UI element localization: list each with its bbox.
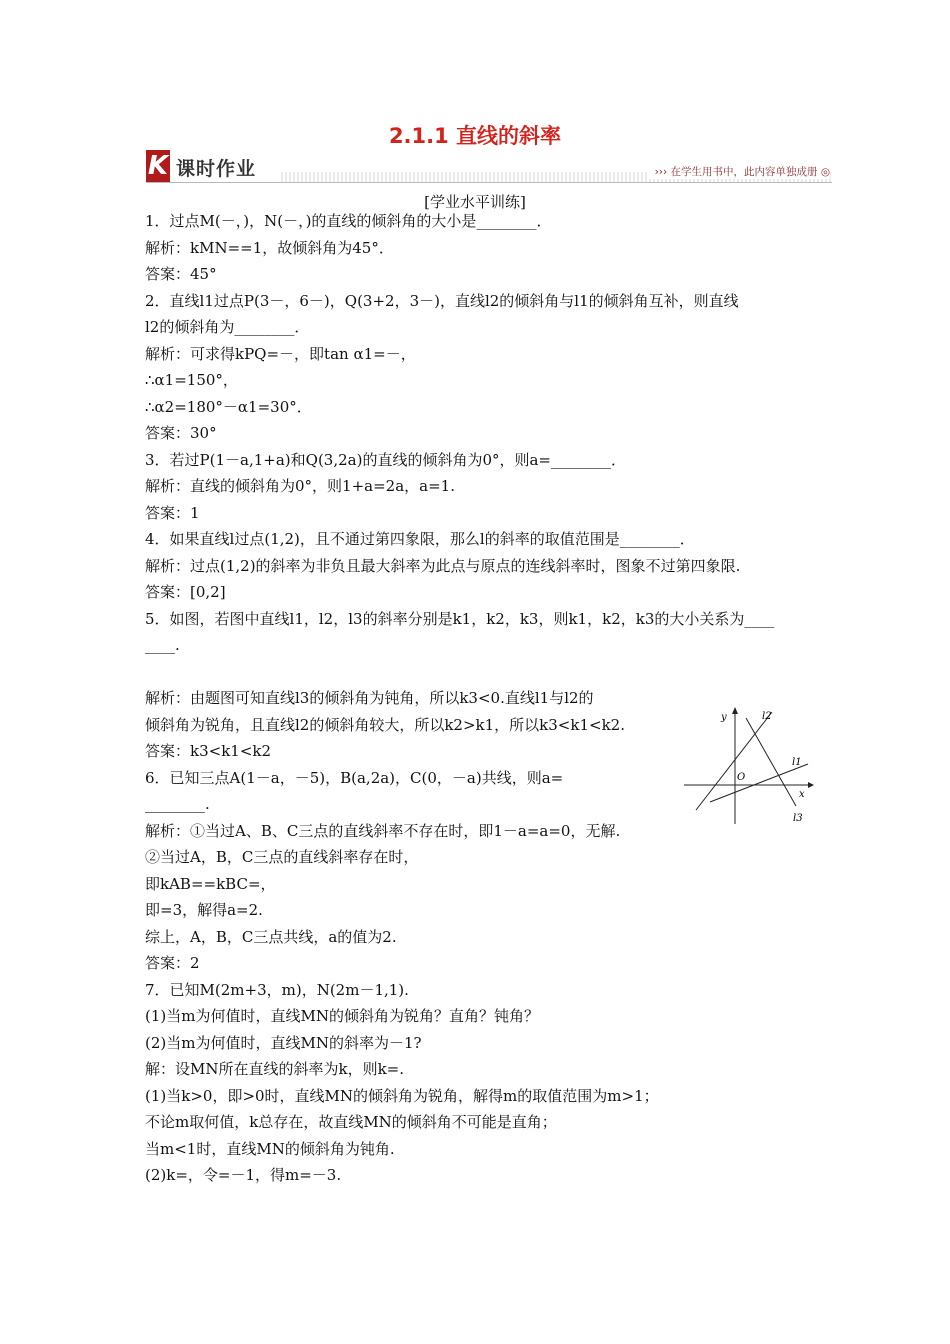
text-line: (2)当m为何值时，直线MN的斜率为－1? (145, 1033, 422, 1052)
text-line: 即=3，解得a=2. (145, 901, 263, 919)
homework-banner (146, 148, 832, 184)
text-line: 5．如图，若图中直线l1，l2，l3的斜率分别是k1，k2，k3，则k1，k2，k3的大小关系为____ (145, 609, 775, 628)
l3-label: l3 (793, 813, 803, 824)
origin-label: O (737, 772, 746, 783)
text-line: 4．如果直线l过点(1,2)，且不通过第四象限，那么l的斜率的取值范围是________． (145, 530, 695, 548)
text-line: 即kAB==kBC=， (145, 874, 276, 893)
text-line: 答案：1 (145, 503, 200, 522)
x-axis-arrow-icon (808, 782, 814, 788)
text-line: ________. (145, 795, 210, 813)
lines-diagram (680, 702, 815, 827)
banner-logo-text: 课时作业 (176, 158, 257, 180)
line-l1 (710, 764, 808, 802)
text-line: (2)k=，令=－1，得m=－3. (145, 1166, 342, 1184)
text-line: 2．直线l1过点P(3－，6－)，Q(3+2，3－)，直线l2的倾斜角与l1的倾斜角互补，则直线 (145, 291, 739, 310)
text-line: ____. (145, 636, 180, 654)
text-line: 答案：45° (145, 265, 217, 283)
banner-note: ››› 在学生用书中，此内容单独成册 ◎ (649, 164, 830, 179)
text-line: 解析：由题图可知直线l3的倾斜角为钝角，所以k3<0.直线l1与l2的 (145, 689, 594, 707)
document-body (145, 208, 815, 1189)
text-line: 6．已知三点A(1－a，－5)，B(a,2a)，C(0，－a)共线，则a= (145, 768, 564, 787)
page-title: 2.1.1 直线的斜率 (388, 124, 562, 148)
text-line: 当m<1时，直线MN的倾斜角为钝角. (145, 1139, 395, 1158)
text-line: 答案：30° (145, 424, 217, 442)
y-axis-arrow-icon (732, 707, 738, 714)
l2-label: l2 (762, 711, 772, 722)
text-line: 7．已知M(2m+3，m)，N(2m－1,1). (145, 980, 409, 999)
text-line: 3．若过P(1－a,1+a)和Q(3,2a)的直线的倾斜角为0°，则a=________． (145, 450, 627, 469)
line-l3 (746, 718, 796, 806)
y-axis-label: y (721, 712, 727, 723)
text-line: 答案：[0,2] (145, 583, 226, 601)
lines-figure (680, 702, 815, 827)
text-line: ∴α2=180°－α1=30°． (145, 397, 312, 416)
line-l2 (696, 712, 772, 810)
text-line: (1)当k>0，即>0时，直线MN的倾斜角为锐角，解得m的取值范围为m>1； (145, 1086, 659, 1105)
text-line: 答案：k3<k1<k2 (145, 742, 272, 760)
text-line: 1．过点M(－，)，N(－，)的直线的倾斜角的大小是________． (145, 212, 552, 230)
x-axis-label: x (799, 789, 805, 800)
text-line: 综上，A，B，C三点共线，a的值为2. (145, 927, 397, 946)
k-logo-icon: K (147, 151, 169, 181)
text-line: l2的倾斜角为________． (145, 318, 310, 336)
banner-rule (146, 182, 832, 183)
text-line: 答案：2 (145, 954, 200, 972)
text-line: 解析：kMN==1，故倾斜角为45°． (145, 238, 394, 257)
text-line: 解析：直线的倾斜角为0°，则1+a=2a，a=1. (145, 477, 455, 495)
text-line: ∴α1=150°， (145, 371, 238, 389)
l1-label: l1 (792, 757, 802, 768)
text-line: 解析：过点(1,2)的斜率为非负且最大斜率为此点与原点的连线斜率时，图象不过第四象限. (145, 556, 741, 575)
text-line: 倾斜角为锐角，且直线l2的倾斜角较大，所以k2>k1，所以k3<k1<k2. (145, 715, 625, 734)
text-line: 解析：①当过A、B、C三点的直线斜率不存在时，即1－a=a=0，无解. (145, 821, 621, 840)
text-line: 解：设MN所在直线的斜率为k，则k=. (145, 1060, 405, 1078)
text-line: ②当过A，B，C三点的直线斜率存在时， (145, 848, 419, 866)
text-line: 解析：可求得kPQ=－，即tan α1=－， (145, 344, 416, 363)
text-line: (1)当m为何值时，直线MN的倾斜角为锐角？直角？钝角？ (145, 1007, 539, 1025)
text-line: 不论m取何值，k总存在，故直线MN的倾斜角不可能是直角； (145, 1113, 557, 1131)
text-line-spacer (145, 659, 815, 686)
section-heading: [学业水平训练] (424, 193, 526, 211)
